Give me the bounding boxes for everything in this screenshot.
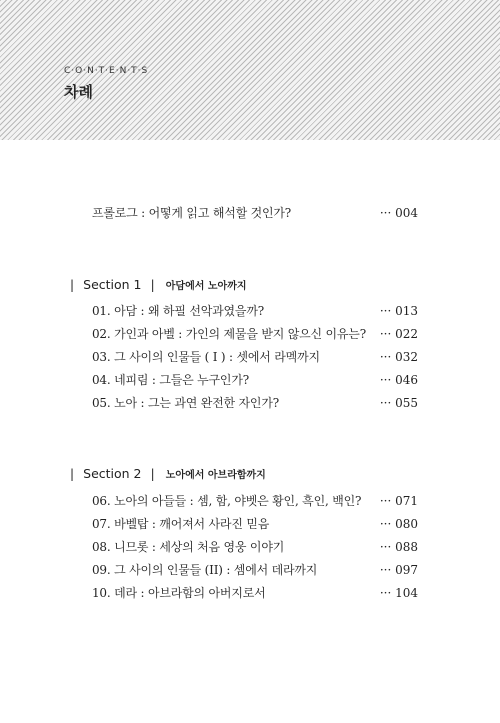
toc-entry-title: 10. 데라 : 아브라함의 아버지로서 bbox=[92, 586, 266, 600]
section-label: Section 1 bbox=[83, 277, 142, 292]
section-1-heading bbox=[70, 275, 247, 293]
page-title: 차례 bbox=[64, 83, 93, 101]
toc-entry-title: 06. 노아의 아들들 : 셈, 함, 야벳은 황인, 흑인, 백인? bbox=[92, 494, 362, 508]
toc-entry[interactable] bbox=[92, 492, 418, 510]
divider-bar: | bbox=[70, 467, 75, 481]
toc-entry-title: 07. 바벨탑 : 깨어져서 사라진 믿음 bbox=[92, 517, 270, 531]
toc-entry[interactable] bbox=[92, 371, 418, 389]
toc-entry-page: ··· 055 bbox=[379, 396, 418, 410]
toc-entry[interactable] bbox=[92, 538, 418, 556]
toc-entry-title: 04. 네피림 : 그들은 누구인가? bbox=[92, 373, 249, 387]
toc-entry-page: ··· 013 bbox=[379, 304, 418, 318]
toc-entry-prologue[interactable] bbox=[92, 204, 418, 222]
toc-entry[interactable] bbox=[92, 394, 418, 412]
toc-entry-title: 08. 니므롯 : 세상의 처음 영웅 이야기 bbox=[92, 540, 285, 554]
divider-bar: | bbox=[150, 278, 155, 292]
toc-entry-page: ··· 097 bbox=[379, 563, 418, 577]
toc-entry-page: ··· 022 bbox=[379, 327, 418, 341]
toc-entry-page: ··· 046 bbox=[379, 373, 418, 387]
toc-entry[interactable] bbox=[92, 584, 418, 602]
toc-entry-title: 02. 가인과 아벨 : 가인의 제물을 받지 않으신 이유는? bbox=[92, 327, 366, 341]
toc-entry[interactable] bbox=[92, 325, 418, 343]
contents-label: C·O·N·T·E·N·T·S bbox=[64, 66, 149, 76]
toc-entry-page: ··· 104 bbox=[379, 586, 418, 600]
divider-bar: | bbox=[70, 278, 75, 292]
toc-entry-page: ··· 032 bbox=[379, 350, 418, 364]
toc-entry-page: ··· 088 bbox=[379, 540, 418, 554]
toc-entry-title: 프롤로그 : 어떻게 읽고 해석할 것인가? bbox=[92, 206, 292, 220]
section-title: 노아에서 아브라함까지 bbox=[165, 470, 266, 481]
section-title: 아담에서 노아까지 bbox=[165, 281, 247, 292]
toc-entry-title: 01. 아담 : 왜 하필 선악과였을까? bbox=[92, 304, 264, 318]
toc-entry[interactable] bbox=[92, 302, 418, 320]
toc-entry[interactable] bbox=[92, 515, 418, 533]
divider-bar: | bbox=[150, 467, 155, 481]
toc-entry-page: ··· 071 bbox=[379, 494, 418, 508]
toc-entry-title: 03. 그 사이의 인물들 ( I ) : 셋에서 라멕까지 bbox=[92, 350, 320, 364]
toc-entry-page: ··· 004 bbox=[379, 206, 418, 220]
section-2-heading bbox=[70, 464, 266, 482]
toc-entry-page: ··· 080 bbox=[379, 517, 418, 531]
toc-entry-title: 05. 노아 : 그는 과연 완전한 자인가? bbox=[92, 396, 279, 410]
section-label: Section 2 bbox=[83, 466, 142, 481]
toc-entry[interactable] bbox=[92, 561, 418, 579]
toc-entry-title: 09. 그 사이의 인물들 (II) : 셈에서 데라까지 bbox=[92, 563, 318, 577]
toc-entry[interactable] bbox=[92, 348, 418, 366]
